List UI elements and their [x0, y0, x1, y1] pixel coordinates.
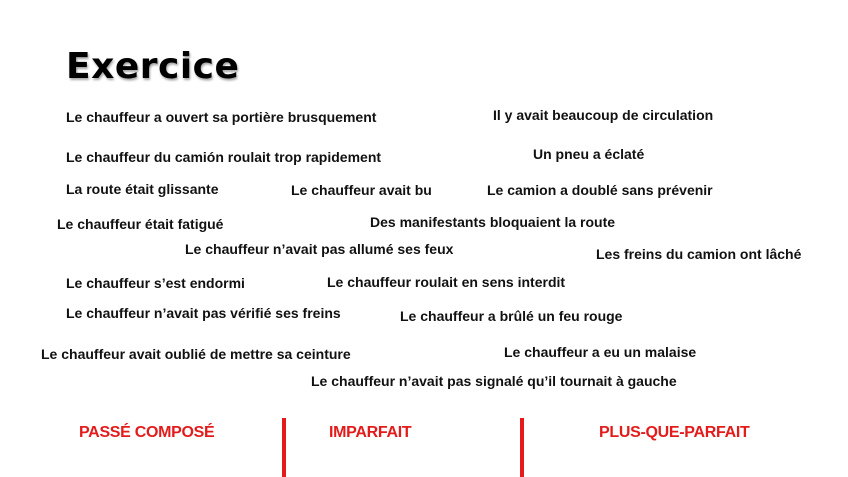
sentence-card[interactable]: Le chauffeur n’avait pas signalé qu’il tournait à gauche: [311, 373, 677, 389]
sentence-card[interactable]: Le camion a doublé sans prévenir: [487, 182, 713, 198]
category-plus-que-parfait[interactable]: PLUS-QUE-PARFAIT: [599, 424, 750, 441]
category-imparfait[interactable]: IMPARFAIT: [329, 424, 412, 441]
sentence-card[interactable]: Le chauffeur roulait en sens interdit: [327, 274, 566, 290]
sentence-card[interactable]: Le chauffeur n’avait pas vérifié ses freins: [66, 305, 341, 321]
sentence-card[interactable]: Le chauffeur s’est endormi: [66, 275, 245, 291]
sentence-card[interactable]: Les freins du camion ont lâché: [596, 246, 802, 262]
sentence-card[interactable]: Le chauffeur était fatigué: [57, 216, 224, 232]
sentence-card[interactable]: Le chauffeur avait oublié de mettre sa ceinture: [41, 346, 351, 362]
column-divider: [282, 418, 286, 477]
sentence-card[interactable]: Le chauffeur a brûlé un feu rouge: [400, 308, 623, 324]
sentence-card[interactable]: La route était glissante: [66, 181, 219, 197]
sentence-card[interactable]: Le chauffeur a eu un malaise: [504, 344, 697, 360]
sentence-card[interactable]: Des manifestants bloquaient la route: [370, 214, 616, 230]
sentence-card[interactable]: Le chauffeur avait bu: [291, 182, 432, 198]
sentence-card[interactable]: Un pneu a éclaté: [533, 146, 645, 162]
sentence-card[interactable]: Il y avait beaucoup de circulation: [493, 107, 714, 123]
sentence-card[interactable]: Le chauffeur a ouvert sa portière brusquement: [66, 109, 377, 125]
category-passe-compose[interactable]: PASSÉ COMPOSÉ: [79, 424, 215, 441]
slide-title: Exercice: [66, 46, 240, 87]
sentence-card[interactable]: Le chauffeur du camión roulait trop rapidement: [66, 149, 382, 165]
column-divider: [520, 418, 524, 477]
sentence-card[interactable]: Le chauffeur n’avait pas allumé ses feux: [185, 241, 454, 257]
